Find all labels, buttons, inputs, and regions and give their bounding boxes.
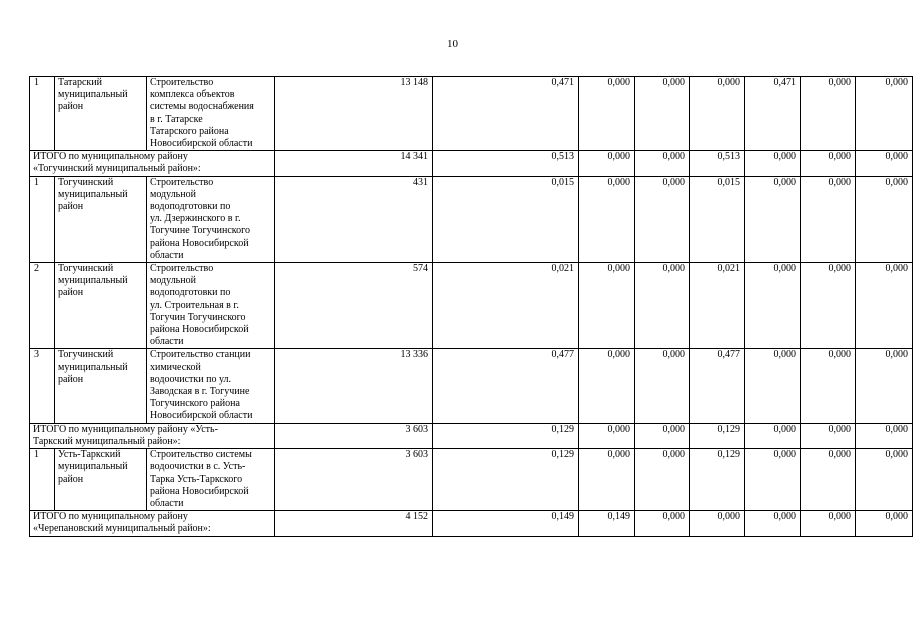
value-cell: 0,000 bbox=[635, 423, 690, 448]
value-cell: 0,000 bbox=[856, 449, 913, 511]
value-cell: 0,000 bbox=[801, 511, 856, 536]
table-row bbox=[30, 176, 913, 262]
row-number: 2 bbox=[30, 263, 55, 349]
value-cell: 0,000 bbox=[635, 77, 690, 151]
district-cell: Тогучинский муниципальный район bbox=[55, 176, 147, 262]
value-cell: 0,000 bbox=[745, 151, 801, 176]
value-cell: 0,471 bbox=[745, 77, 801, 151]
value-cell: 0,000 bbox=[745, 263, 801, 349]
value-cell: 0,471 bbox=[433, 77, 579, 151]
value-cell: 0,000 bbox=[579, 423, 635, 448]
row-number: 1 bbox=[30, 449, 55, 511]
value-cell: 0,000 bbox=[745, 349, 801, 423]
district-cell: Тогучинский муниципальный район bbox=[55, 349, 147, 423]
value-cell: 0,000 bbox=[801, 176, 856, 262]
district-cell: Усть-Таркский муниципальный район bbox=[55, 449, 147, 511]
amount-cell: 13 336 bbox=[275, 349, 433, 423]
total-label: ИТОГО по муниципальному району «Тогучинский муниципальный район»: bbox=[30, 151, 275, 176]
amount-cell: 4 152 bbox=[275, 511, 433, 536]
value-cell: 0,000 bbox=[635, 349, 690, 423]
value-cell: 0,000 bbox=[635, 449, 690, 511]
table-row bbox=[30, 349, 913, 423]
amount-cell: 13 148 bbox=[275, 77, 433, 151]
row-number: 1 bbox=[30, 176, 55, 262]
value-cell: 0,021 bbox=[690, 263, 745, 349]
value-cell: 0,000 bbox=[579, 449, 635, 511]
value-cell: 0,000 bbox=[856, 77, 913, 151]
value-cell: 0,000 bbox=[579, 151, 635, 176]
value-cell: 0,000 bbox=[801, 349, 856, 423]
value-cell: 0,149 bbox=[579, 511, 635, 536]
budget-table bbox=[29, 76, 913, 537]
project-cell: Строительство системы водоочистки в с. Усть- Тарка Усть-Таркского района Новосибирской области bbox=[147, 449, 275, 511]
amount-cell: 3 603 bbox=[275, 449, 433, 511]
table-body bbox=[30, 77, 913, 537]
row-number: 1 bbox=[30, 77, 55, 151]
value-cell: 0,000 bbox=[745, 176, 801, 262]
value-cell: 0,000 bbox=[745, 511, 801, 536]
value-cell: 0,129 bbox=[690, 449, 745, 511]
value-cell: 0,513 bbox=[690, 151, 745, 176]
value-cell: 0,129 bbox=[690, 423, 745, 448]
value-cell: 0,000 bbox=[801, 263, 856, 349]
value-cell: 0,000 bbox=[801, 423, 856, 448]
value-cell: 0,477 bbox=[690, 349, 745, 423]
total-label: ИТОГО по муниципальному району «Усть- Таркский муниципальный район»: bbox=[30, 423, 275, 448]
value-cell: 0,000 bbox=[635, 151, 690, 176]
amount-cell: 3 603 bbox=[275, 423, 433, 448]
district-cell: Тогучинский муниципальный район bbox=[55, 263, 147, 349]
table-row bbox=[30, 77, 913, 151]
value-cell: 0,000 bbox=[856, 263, 913, 349]
page-number: 10 bbox=[447, 38, 458, 50]
value-cell: 0,000 bbox=[579, 77, 635, 151]
total-row bbox=[30, 151, 913, 176]
row-number: 3 bbox=[30, 349, 55, 423]
value-cell: 0,000 bbox=[635, 511, 690, 536]
value-cell: 0,000 bbox=[801, 77, 856, 151]
value-cell: 0,513 bbox=[433, 151, 579, 176]
amount-cell: 574 bbox=[275, 263, 433, 349]
table-row bbox=[30, 263, 913, 349]
project-cell: Строительство модульной водоподготовки по ул. Строительная в г. Тогучин Тогучинского района Новосибирской области bbox=[147, 263, 275, 349]
project-cell: Строительство модульной водоподготовки по ул. Дзержинского в г. Тогучине Тогучинского района Новосибирской области bbox=[147, 176, 275, 262]
value-cell: 0,129 bbox=[433, 423, 579, 448]
value-cell: 0,000 bbox=[856, 511, 913, 536]
project-cell: Строительство комплекса объектов системы водоснабжения в г. Татарске Татарского района Новосибирской области bbox=[147, 77, 275, 151]
value-cell: 0,000 bbox=[856, 151, 913, 176]
total-row bbox=[30, 511, 913, 536]
value-cell: 0,000 bbox=[801, 449, 856, 511]
amount-cell: 14 341 bbox=[275, 151, 433, 176]
value-cell: 0,015 bbox=[433, 176, 579, 262]
value-cell: 0,000 bbox=[801, 151, 856, 176]
value-cell: 0,000 bbox=[745, 449, 801, 511]
value-cell: 0,000 bbox=[579, 176, 635, 262]
district-cell: Татарский муниципальный район bbox=[55, 77, 147, 151]
value-cell: 0,000 bbox=[579, 349, 635, 423]
amount-cell: 431 bbox=[275, 176, 433, 262]
value-cell: 0,149 bbox=[433, 511, 579, 536]
value-cell: 0,000 bbox=[579, 263, 635, 349]
table-row bbox=[30, 449, 913, 511]
total-row bbox=[30, 423, 913, 448]
project-cell: Строительство станции химической водоочистки по ул. Заводская в г. Тогучине Тогучинского района Новосибирской области bbox=[147, 349, 275, 423]
value-cell: 0,129 bbox=[433, 449, 579, 511]
value-cell: 0,000 bbox=[690, 77, 745, 151]
value-cell: 0,000 bbox=[856, 349, 913, 423]
value-cell: 0,000 bbox=[635, 176, 690, 262]
value-cell: 0,000 bbox=[745, 423, 801, 448]
value-cell: 0,000 bbox=[856, 176, 913, 262]
value-cell: 0,021 bbox=[433, 263, 579, 349]
value-cell: 0,000 bbox=[856, 423, 913, 448]
value-cell: 0,477 bbox=[433, 349, 579, 423]
total-label: ИТОГО по муниципальному району «Черепановский муниципальный район»: bbox=[30, 511, 275, 536]
value-cell: 0,000 bbox=[690, 511, 745, 536]
value-cell: 0,000 bbox=[635, 263, 690, 349]
value-cell: 0,015 bbox=[690, 176, 745, 262]
